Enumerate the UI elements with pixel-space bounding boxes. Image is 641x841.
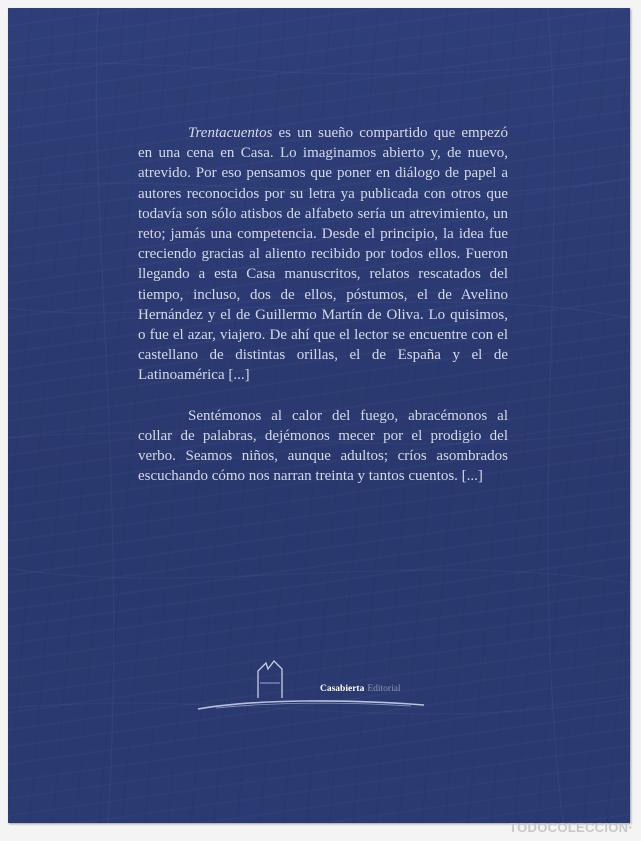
blurb-paragraph-2: Sentémonos al calor del fuego, abracémonos al collar de palabras, dejémonos mecer por el prodigio del verbo. Seamos niños, aunque adultos; críos asombrados escuchando cómo nos narran treinta y tantos cuentos. [...] (138, 407, 508, 485)
watermark-text: TODOCOLECCION (509, 820, 629, 835)
house-outline-icon (196, 653, 426, 713)
blurb-paragraph-1-text: es un sueño compartido que empezó en una cena en Casa. Lo imaginamos abierto y, de nuevo, atrevido. Por eso pensamos que poner en diálogo de papel a autores reconocidos por su letra ya publicada con otros que todavía son sólo atisbos de alfabeto sería un atrevimiento, un reto; jamás una competencia. Desde el principio, la idea fue creciendo gracias al aliento recibido por todos ellos. Fueron llegando a esta Casa manuscritos, relatos rescatados del tiempo, incluso, dos de ellos, póstumos, el de Avelino Hernández y el de Guillermo Martín de Oliva. Lo quisimos, o fue el azar, viajero. De ahí que el lector se encuentre con el castellano de distintas orillas, el de España y el de Latinoamérica [...] (138, 125, 508, 384)
publisher-logo (196, 653, 426, 713)
book-back-cover (8, 8, 630, 823)
publisher-subtitle: Editorial (367, 684, 401, 694)
book-title-italic: Trentacuentos (188, 125, 273, 141)
blurb-paragraph-1 (138, 123, 508, 386)
publisher-name: Casabierta (320, 684, 365, 694)
watermark-separator: · (628, 820, 633, 835)
site-watermark (509, 820, 633, 835)
blurb-text (138, 123, 508, 486)
publisher-wordmark (320, 684, 401, 694)
